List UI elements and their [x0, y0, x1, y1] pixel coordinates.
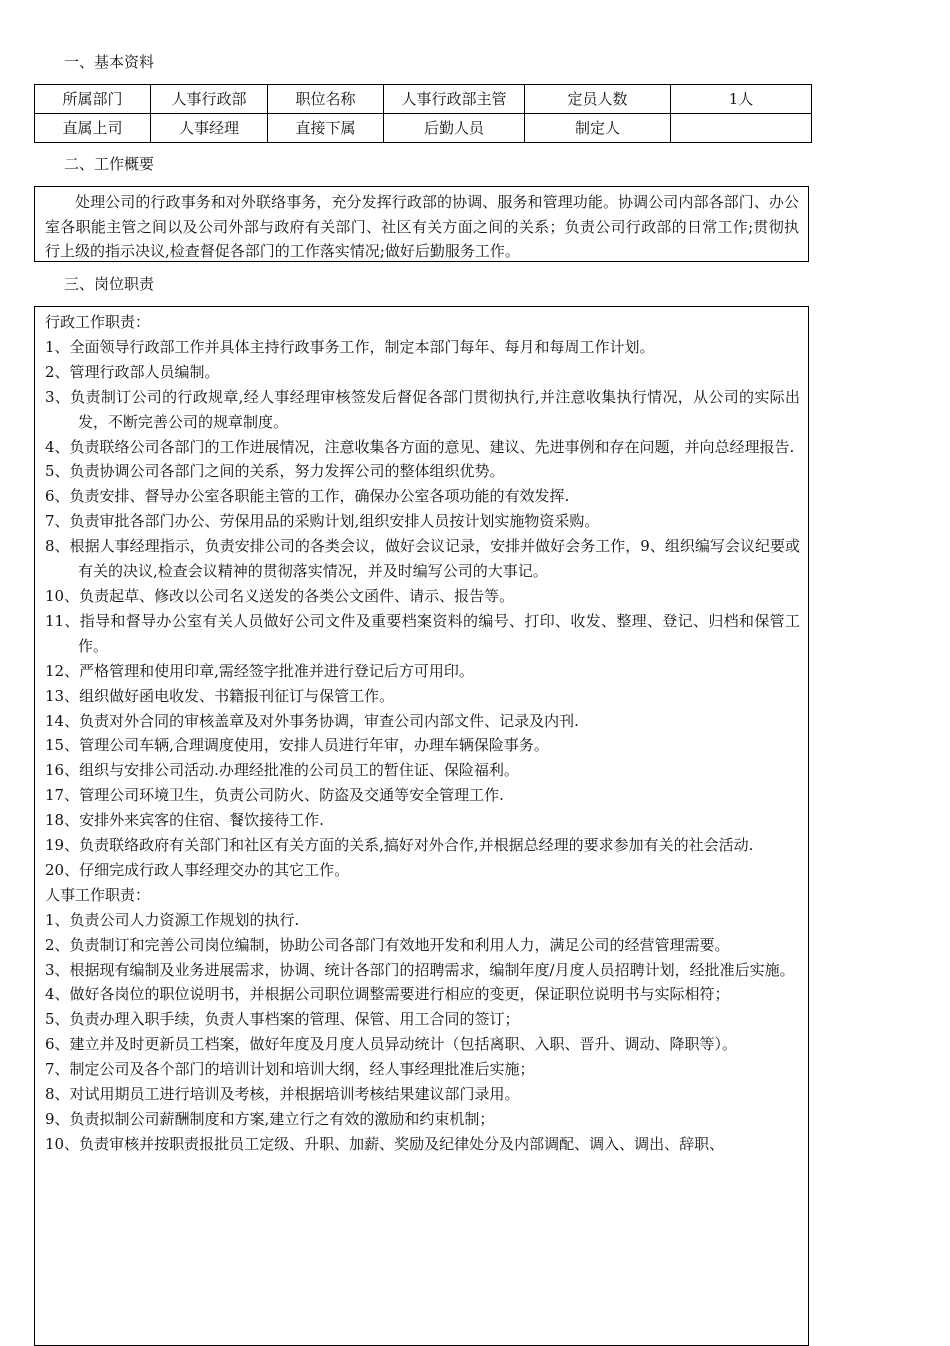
list-item: 18、安排外来宾客的住宿、餐饮接待工作. — [45, 811, 324, 830]
list-item: 1、负责公司人力资源工作规划的执行. — [45, 910, 300, 929]
list-item: 19、负责联络政府有关部门和社区有关方面的关系,搞好对外合作,并根据总经理的要求参加有关的社会活动. — [45, 836, 754, 855]
overview-text: 处理公司的行政事务和对外联络事务，充分发挥行政部的协调、服务和管理功能。协调公司内部各部门、办公室各职能主管之间以及公司外部与政府有关部门、社区有关方面之间的关系；负责公司行政部的日常工作;贯彻执行上级的指示决议,检查督促各部门的工作落实情况;做好后勤服务工作。 — [45, 193, 799, 260]
table-cell: 所属部门 — [35, 85, 151, 114]
section-title-duties: 三、岗位职责 — [64, 275, 155, 293]
list-item: 3、根据现有编制及业务进展需求，协调、统计各部门的招聘需求，编制年度/月度人员招聘计划，经批准后实施。 — [45, 960, 795, 979]
list-item: 2、管理行政部人员编制。 — [45, 362, 220, 381]
list-item: 15、管理公司车辆,合理调度使用，安排人员进行年审，办理车辆保险事务。 — [45, 736, 549, 755]
table-cell: 人事经理 — [151, 114, 268, 143]
overview-box — [34, 186, 809, 262]
list-item: 5、负责协调公司各部门之间的关系，努力发挥公司的整体组织优势。 — [45, 462, 505, 481]
list-item: 4、做好各岗位的职位说明书，并根据公司职位调整需要进行相应的变更，保证职位说明书与实际相符； — [45, 985, 730, 1004]
table-cell: 人事行政部主管 — [384, 85, 525, 114]
admin-duties-heading: 行政工作职责： — [45, 313, 151, 331]
list-item: 16、组织与安排公司活动.办理经批准的公司员工的暂住证、保险福利。 — [45, 761, 519, 780]
list-item: 9、负责拟制公司薪酬制度和方案,建立行之有效的激励和约束机制； — [45, 1110, 495, 1128]
section-title-basic-info: 一、基本资料 — [64, 53, 155, 71]
section-title-overview: 二、工作概要 — [64, 155, 155, 173]
table-cell: 直属上司 — [35, 114, 151, 143]
table-row — [35, 85, 812, 114]
list-item: 14、负责对外合同的审核盖章及对外事务协调，审查公司内部文件、记录及内刊. — [45, 711, 579, 730]
list-item: 1、全面领导行政部工作并具体主持行政事务工作，制定本部门每年、每月和每周工作计划。 — [45, 337, 655, 356]
table-cell: 1人 — [671, 85, 812, 114]
list-item: 11、指导和督导办公室有关人员做好公司文件及重要档案资料的编号、打印、收发、整理、登记、归档和保管工作。 — [45, 611, 800, 655]
list-item: 3、负责制订公司的行政规章,经人事经理审核签发后督促各部门贯彻执行,并注意收集执行情况，从公司的实际出发，不断完善公司的规章制度。 — [45, 387, 800, 431]
list-item: 6、负责安排、督导办公室各职能主管的工作，确保办公室各项功能的有效发挥. — [45, 487, 570, 506]
duties-box — [34, 306, 809, 1346]
table-cell: 直接下属 — [268, 114, 384, 143]
table-cell: 人事行政部 — [151, 85, 268, 114]
hr-duties-heading: 人事工作职责： — [45, 885, 151, 904]
list-item: 17、管理公司环境卫生，负责公司防火、防盗及交通等安全管理工作. — [45, 786, 504, 805]
table-cell — [671, 114, 812, 143]
list-item: 8、根据人事经理指示，负责安排公司的各类会议，做好会议记录，安排并做好会务工作，9、组织编写会议纪要或有关的决议,检查会议精神的贯彻落实情况，并及时编写公司的大事记。 — [45, 537, 800, 581]
list-item: 7、负责审批各部门办公、劳保用品的采购计划,组织安排人员按计划实施物资采购。 — [45, 512, 600, 531]
list-item: 10、负责起草、修改以公司名义送发的各类公文函件、请示、报告等。 — [45, 586, 515, 605]
table-cell: 职位名称 — [268, 85, 384, 114]
list-item: 4、负责联络公司各部门的工作进展情况，注意收集各方面的意见、建议、先进事例和存在问题，并向总经理报告. — [45, 437, 795, 456]
basic-info-table — [34, 84, 812, 143]
list-item: 5、负责办理入职手续，负责人事档案的管理、保管、用工合同的签订； — [45, 1010, 520, 1029]
table-cell: 后勤人员 — [384, 114, 525, 143]
table-cell: 定员人数 — [525, 85, 671, 114]
table-cell: 制定人 — [525, 114, 671, 143]
list-item: 10、负责审核并按职责报批员工定级、升职、加薪、奖励及纪律处分及内部调配、调入、调出、辞职、 — [45, 1134, 725, 1153]
list-item: 20、仔细完成行政人事经理交办的其它工作。 — [45, 860, 350, 879]
list-item: 13、组织做好函电收发、书籍报刊征订与保管工作。 — [45, 686, 395, 705]
list-item: 6、建立并及时更新员工档案，做好年度及月度人员异动统计（包括离职、入职、晋升、调动、降职等）。 — [45, 1035, 738, 1054]
list-item: 7、制定公司及各个部门的培训计划和培训大纲，经人事经理批准后实施； — [45, 1060, 535, 1079]
list-item: 12、严格管理和使用印章,需经签字批准并进行登记后方可用印。 — [45, 661, 474, 680]
list-item: 2、负责制订和完善公司岗位编制，协助公司各部门有效地开发和利用人力，满足公司的经营管理需要。 — [45, 935, 730, 954]
list-item: 8、对试用期员工进行培训及考核，并根据培训考核结果建议部门录用。 — [45, 1085, 520, 1104]
table-row — [35, 114, 812, 143]
